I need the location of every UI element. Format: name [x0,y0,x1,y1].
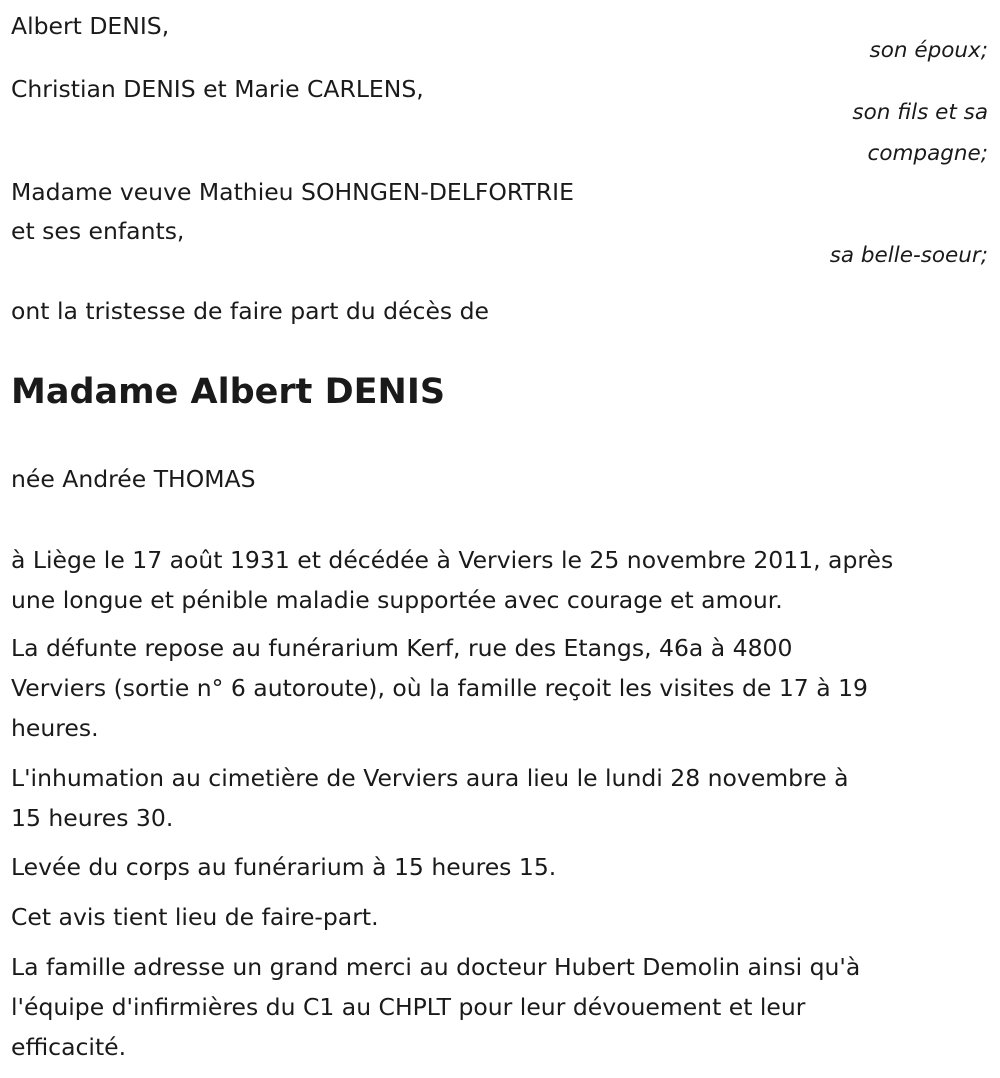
sister-line2: et ses enfants, [11,217,185,245]
birth-death-line1: à Liège le 17 août 1931 et décédée à Verviers le 25 novembre 2011, après [11,546,894,574]
son-relation-line2: compagne; [867,141,988,166]
son-names: Christian DENIS et Marie CARLENS, [11,75,424,103]
son-relation-line1: son fils et sa [852,100,988,125]
departure-text: Levée du corps au funérarium à 15 heures 15. [11,853,557,881]
spouse-relation: son époux; [869,38,988,63]
notice-text: Cet avis tient lieu de faire-part. [11,903,379,931]
thanks-line1: La famille adresse un grand merci au docteur Hubert Demolin ainsi qu'à [11,953,861,981]
sister-relation: sa belle-soeur; [829,243,988,268]
burial-line1: L'inhumation au cimetière de Verviers aura lieu le lundi 28 novembre à [11,764,849,792]
thanks-line2: l'équipe d'infirmières du C1 au CHPLT pour leur dévouement et leur [11,993,806,1021]
birth-death-line2: une longue et pénible maladie supportée avec courage et amour. [11,586,783,614]
thanks-line3: efficacité. [11,1033,127,1061]
funeral-home-line3: heures. [11,714,99,742]
announcement-text: ont la tristesse de faire part du décès de [11,297,489,325]
funeral-home-line1: La défunte repose au funérarium Kerf, rue des Etangs, 46a à 4800 [11,634,793,662]
maiden-name: née Andrée THOMAS [11,465,256,493]
burial-line2: 15 heures 30. [11,804,174,832]
deceased-name: Madame Albert DENIS [11,372,446,412]
funeral-home-line2: Verviers (sortie n° 6 autoroute), où la famille reçoit les visites de 17 à 19 [11,674,869,702]
spouse-name: Albert DENIS, [11,12,170,40]
sister-line1: Madame veuve Mathieu SOHNGEN-DELFORTRIE [11,178,574,206]
